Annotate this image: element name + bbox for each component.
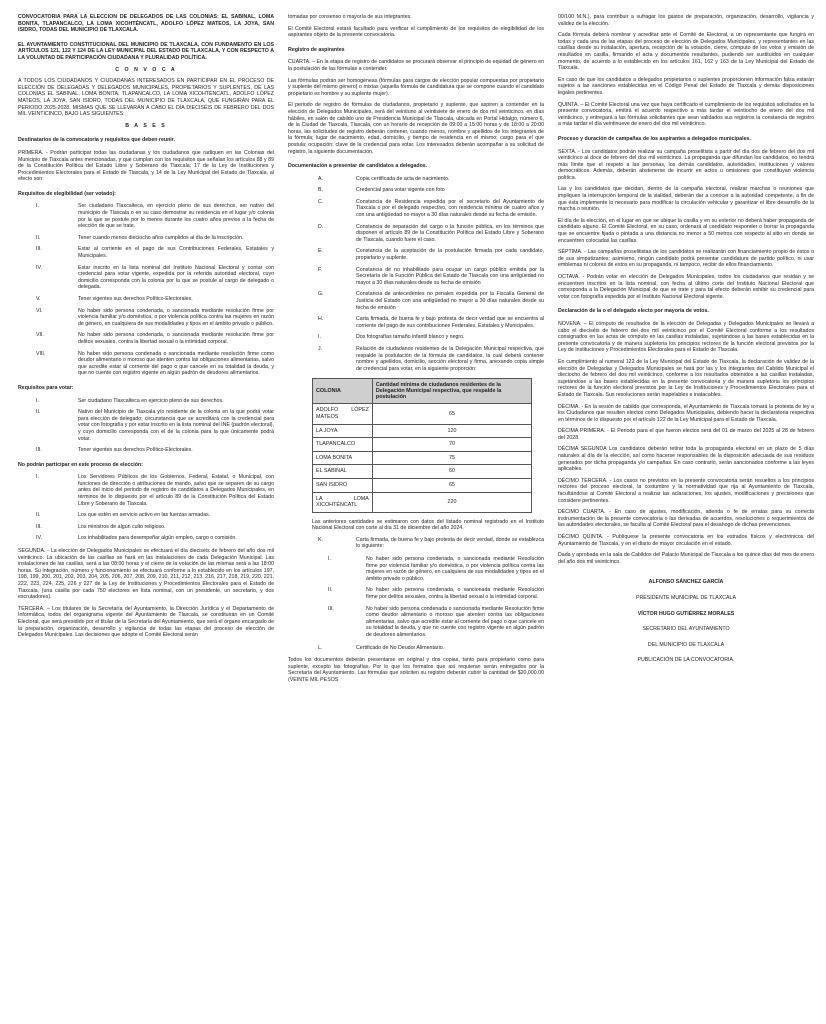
support-proportion-table: [312, 378, 532, 512]
campanas-heading: Proceso y duración de campañas de los aspirantes a delegados municipales.: [558, 135, 751, 142]
list-item: VII. No haber sido persona condenada, o sancionada mediante resolución firme por delitos sexuales, contra la libertad sexual o la intimidad corporal.: [36, 332, 274, 345]
ayuntamiento-intro: EL AYUNTAMIENTO CONSTITUCIONAL DEL MUNICIPIO DE TLAXCALA, CON FUNDAMENTO EN LOS ARTÍCULOS 121, 122 Y 124 DE LA LEY MUNICIPAL DEL ESTADO DE TLAXCALA, Y CON RESPECTO A LA VOLUNTAD DE PARTICIPACIÓN CIUDADANA Y PLURALIDAD POLÍTICA.: [18, 41, 274, 61]
vote-requirements-list: [18, 398, 274, 454]
decima-segunda-paragraph: DÉCIMA SEGUNDA Los candidatos deberán retirar toda la propaganda electoral en un plazo de 5 días naturales al día de la elección, así como hacerse responsables de la disposición adecuada de sus residuos generados por dicha propaganda y/o campañas. En caso contrario, serán sancionados conforme a las leyes aplicables.: [558, 446, 814, 473]
list-item: III. Estar al corriente en el pago de sus Contribuciones Federales, Estatales y Municipales.: [36, 246, 274, 260]
call-paragraph: A TODOS LOS CIUDADANOS Y CIUDADANAS INTERESADOS EN PARTICIPAR EN EL PROCESO DE ELECCIÓN DE DELEGADAS Y DELEGADOS MUNICIPALES, PROPIETARIOS Y SUPLENTES, DE LAS COLONIAS EL SABINAL, LOMA BONITA, TLAPANCALCO, LA LOMA XICOHTÉNCATL, ADOLFO LÓPEZ MATEOS, LA JOYA, SAN ISIDRO, TODAS DEL MUNICIPIO DE TLAXCALA, QUE FUNGIRÁN PARA EL PERIODO 2025-2028, MISMAS QUE SE LLEVARÁN A CABO EL DÍA DIECISÉIS DE FEBRERO DEL DOS MIL VEINTICINCO, BAJO LAS SIGUIENTES:: [18, 78, 274, 118]
column-2: [288, 14, 544, 1018]
declaracion-heading: Declaración de la o el delegado electo por mayoría de votos.: [558, 308, 709, 315]
vote-requirements-heading: Requisitos para votar:: [18, 384, 74, 391]
document-k-sublist: [288, 556, 544, 639]
list-item: V. Tener vigentes sus derechos Político-Electorales.: [36, 296, 193, 302]
signer-name-1: ALFONSO SÁNCHEZ GARCÍA: [648, 579, 724, 586]
documents-final-paragraph: Todos los documentos deberán presentarse en original y dos copias, tanto para propietario como para suplente, excepto las fotografías. Por lo que los formatos que así requieran serán entregados por la Secretaría del Ayuntamiento. Las fórmulas que soliciten su registro deberán cubrir la cantidad de $20,000.00 (VEINTE MIL PESOS: [288, 657, 544, 683]
table-row: LOMA BONITA 75: [313, 451, 532, 465]
signer-title-2a: SECRETARIO DEL AYUNTAMIENTO: [642, 626, 730, 633]
list-item: III. Tener vigentes sus derechos Político-Electorales.: [36, 447, 193, 454]
primera-paragraph: PRIMERA. - Podrán participar todas las ciudadanas y los ciudadanos que radiquen en las Colonias del Municipio de Tlaxcala antes mencionadas, y que cumplan con los requisitos que señalan los artículos 88 y 89 de la Constitución Política del Estado Libre y Soberano de Tlaxcala; 17 de la Ley de Instituciones y Procedimientos Electorales para el Estado de Tlaxcala, y 14 de la Ley Municipal del Estado de Tlaxcala, al efecto son:: [18, 149, 274, 183]
list-item: I. Los Servidores Públicos de los Gobiernos, Federal, Estatal, o Municipal, con funciones de dirección o atribuciones de mando, salvo que se separen de su cargo antes del inicio del periodo de registro de candidatos a Delegados Municipales, en términos de lo dispuesto por el artículo 89 de la Constitución Política del Estado Libre y Soberano de Tlaxcala.: [36, 474, 274, 507]
list-item: A. Copia certificada de acta de nacimiento.: [318, 175, 450, 182]
list-item: D. Constancia de separación del cargo o la función pública, en los términos que disponen el artículo 89 de la Constitución Política del Estado Libre y Soberano de Tlaxcala, cuando fuere el caso.: [318, 223, 544, 243]
list-item: IV. Estar inscrito en la lista nominal del Instituto Nacional Electoral y contar con credencial para votar vigente, expedida por la referida autoridad electoral, cuyo domicilio corresponda con la colonia por la que se postule al cargo de delegado o delegada.: [36, 264, 274, 291]
sexta-paragraph: SEXTA. - Los candidatos podrán realizar su campaña proselitista a partir del día dos de febrero del dos mil veinticinco al doce de febrero del dos mil veinticinco. La propaganda que difundan los candidatos, no tendrá más límite que el respeto a las personas, los demás candidatos, autoridades, instituciones y valores democráticos. Además, deberán abstenerse de incurrir en actos u omisiones que constituyan violencia política.: [558, 148, 814, 181]
list-item: III. No haber sido persona condenada o sancionada mediante Resolución firme como deudor alimentario o moroso que atenten contra las obligaciones alimentarias, salvo que acredite estar al corriente del pago o que cancele en su totalidad la deuda, y que no cuente con registro vigente en algún padrón de deudores alimentarios.: [328, 605, 544, 638]
list-item: VIII. No haber sido persona condenada o sancionada mediante resolución firme como deudor alimentario o moroso que atenten contra las obligaciones alimentarias, salvo que acredite estar al corriente del pago o que cancele en su totalidad la deuda, y que no cuente con registro vigente en algún padrón de deudores alimentarios.: [36, 350, 274, 377]
table-row: ADOLFO LÓPEZ MATEOS 65: [313, 404, 532, 424]
table-header-row: [313, 379, 532, 404]
table-row: LA JOYA 120: [313, 424, 532, 438]
representante-paragraph: Cada fórmula deberá nombrar y acreditar ante el Comité de Electoral, a un representante que fungirá en todas y cada una de las etapas del proceso de elección de Delegados Municipales, y representantes en las casillas desde su instalación, apertura, recepción de la votación, cierre, cómputo de los votos y emisión de resultados en casilla, firmando el acta y documentos resultantes, pudiendo ser sustituidos en cualquier momento, de acuerdo a lo establecido en los artículos 161, 162 y 163 de la Ley Municipal del Estado de Tlaxcala.: [558, 32, 814, 72]
list-item: I. Ser ciudadano Tlaxcalteca, en ejercicio pleno de sus derechos, ser nativo del municipio de Tlaxcala o en su caso demostrar su residencia en el lugar y/o colonia por la que se postule por lo menos durante los cuatro años previos a la fecha de elección de que se trate.: [36, 203, 274, 230]
convoca-heading: C O N V O C A: [115, 66, 177, 73]
column-1: [18, 14, 274, 1018]
list-item: E. Constancia de la aceptación de la postulación firmada por cada candidato, propietario y suplente.: [318, 248, 544, 262]
ineligible-list: [18, 474, 274, 542]
list-item: L. Certificado de No Deudor Alimentario.: [318, 644, 445, 651]
tercera-paragraph: TERCERA. – Los titulares de la Secretaría del Ayuntamiento, la Dirección Jurídica y el Departamento de Informática, todos del organigrama vigente del Ayuntamiento de Tlaxcala, se constituirán en un Comité Electoral, que será presidido por el titular de la Secretaría del Ayuntamiento, que será el órgano encargado de la preparación, organización, desarrollo y vigilancia de todas las etapas del proceso de elección de Delegados Municipales. Las decisiones que adopte el Comité Electoral serán: [18, 605, 274, 639]
table-row: LA LOMA XICOHTÉNCATL 220: [313, 492, 532, 512]
decima-paragraph: DÉCIMA. - En la sesión de cabildo que corresponda, el Ayuntamiento de Tlaxcala tomará la protesta de ley a los Ciudadanos que resulten electos como Delegados Municipales, debiendo hacer la declaratoria respectiva en términos de lo dispuesto por el artículo 122 de la Ley Municipal para el Estado de Tlaxcala.: [558, 403, 814, 423]
list-item: I. Ser ciudadano Tlaxcalteca en ejercicio pleno de sus derechos.: [36, 397, 224, 404]
marchas-paragraph: Las y los candidatos que decidan, dentro de la campaña electoral, realizar marchas o reuniones que impliquen la interrupción temporal de la vialidad, deberán dar a conocer a la autoridad competente, a fin de que ésta implemente lo necesario para modificar la circulación vehicular y garantizar el libre desarrollo de la marcha o reunión.: [558, 186, 814, 213]
octava-paragraph: OCTAVA. - Podrán votar en elección de Delegados Municipales, todos los ciudadanos que residan y se encuentren inscritos en la lista nominal, con fecha al último corte del Instituto Nacional Electoral que corresponda a la Delegación Municipal de que se trate y para tal efecto deberán exhibir su credencial para votar con fotografía expedida por el Instituto Nacional Electoral vigente.: [558, 274, 814, 300]
publication-note: PUBLICACIÓN DE LA CONVOCATORIA.: [637, 657, 735, 664]
registro-heading: Registro de aspirantes: [288, 46, 345, 53]
list-item: I. No haber sido persona condenada, o sancionada mediante Resolución firme por violencia familiar y/o doméstica, o por violencia política contra las mujeres en razón de género, en cualquiera de sus modalidades y tipos en el ámbito privado o público.: [328, 556, 544, 582]
novena-paragraph: NOVENA. – El cómputo de resultados de la elección de Delegadas y Delegados Municipales se llevará a cabo el dieciséis de febrero del dos mil veinticinco por el Comité Electoral conforme a los resultados consignados en las actas de cómputo en las casillas instaladas, sujetándose a las bases establecidas en la presente convocatoria y de manera supletoria los principios rectores de la función electoral previstos por la Ley de Instituciones y Procedimientos Electorales para el Estado de Tlaxcala.: [558, 320, 814, 354]
document-k: [288, 537, 544, 550]
list-item: I. Dos fotografías tamaño infantil blanco y negro.: [318, 334, 465, 341]
comite-facultad-paragraph: El Comité Electoral estará facultado para verificar el cumplimiento de los requisitos de elegibilidad de los aspirantes objeto de la presente convocatoria.: [288, 25, 544, 39]
quinta-paragraph: QUINTA. – El Comité Electoral una vez que haya certificado el cumplimiento de los requisitos solicitados en la presente convocatoria, emitirá el acuerdo respectivo a más tardar el veintiocho de enero del dos mil veinticinco, y entregará a las fórmulas solicitantes que sean validados sus registros la constancia de registro a más tardar el día veintinueve de enero del dos mil veinticinco.: [558, 101, 814, 128]
table-row: SAN ISIDRO 65: [313, 478, 532, 492]
signer-title-1: PRESIDENTE MUNICIPAL DE TLAXCALA: [636, 594, 736, 601]
list-item: G. Constancia de antecedentes no penales expedida por la Fiscalía General de Justicia del Estado con una antigüedad no mayor a 30 días naturales desde su fecha de emisión: [318, 291, 544, 311]
list-item: J. Relación de ciudadanos residentes de la Delegación Municipal respectiva, que respalde la postulación de la fórmula de candidatos, la cual deberá contener nombre y apellidos, domicilio, sección electoral y firma, anexando copia simple de credencial para votar, en la siguiente proporción:: [318, 345, 544, 372]
columns: [18, 14, 814, 1018]
septima-paragraph: SÉPTIMA. - Las campañas proselitistas de los candidatos se realizarán con financiamiento propio de éstos o de sus simpatizantes; asimismo, ningún candidato podrá presentar candidatura de partido político, ni usar emblemas ni colores de estos en su propaganda, ni tampoco, recibir de ellos financiamiento.: [558, 249, 814, 269]
continuation-text: 00/100 M.N.), para contribuir a sufragar los gastos de preparación, organización, desarrollo, vigilancia y validez de la elección.: [558, 14, 814, 27]
signer-name-2: VÍCTOR HUGO GUTIÉRREZ MORALES: [637, 610, 735, 617]
list-item: II. Los que estén en servicio activo en las fuerzas armadas.: [36, 512, 211, 519]
eligibility-heading: Requisitos de elegibilidad (ser votado):: [18, 190, 117, 197]
column-header: COLONIA: [313, 379, 373, 404]
continuation-text: tomadas por consenso o mayoría de sus integrantes.: [288, 14, 412, 20]
list-item: H. Carta firmada, de buena fe y bajo protesta de decir verdad que se encuentra al corriente del pago de sus contribuciones Federales, Estatales y Municipales.: [318, 316, 544, 329]
documents-list: [288, 176, 544, 373]
list-item: K. Carta firmada, de buena fe y bajo protesta de decir verdad, donde se establezca lo siguiente:: [318, 536, 544, 550]
table-row: TLAPANCALCO 70: [313, 438, 532, 452]
decimo-cuarta-paragraph: DÉCIMO CUARTA. - En caso de ajustes, modificación, adenda o fe de erratas para su correcta instrumentación de la presente convocatoria o las derivadas de acuerdos, resoluciones o requerimientos de las autoridades electorales, se faculta al Comité Electoral para el desahogo de dichas prevenciones.: [558, 509, 814, 529]
list-item: F. Constancia de no inhabilitado para ocupar un cargo público emitida por la Secretaría de la Función Pública del Estado de Tlaxcala con una antigüedad no mayor a 30 días naturales desde su fecha de emisión: [318, 266, 544, 286]
list-item: VI. No haber sido persona condenada, o sancionada mediante resolución firme por violencia familiar y/o doméstica, o por violencia política contra las mujeres en razón de género, en cualquiera de sus modalidades y tipos en el ámbito privado o público.: [36, 307, 274, 327]
convocatoria-title: CONVOCATORIA PARA LA ELECCIÓN DE DELEGADOS DE LAS COLONIAS: EL SABINAL, LOMA BONITA, TLAPANCALCO, LA LOMA XICOHTÉNCATL, ADOLFO LÓPEZ MATEOS, LA JOYA, SAN ISIDRO, TODAS DEL MUNICIPIO DE TLAXCALA.: [18, 14, 274, 34]
ineligible-heading: No podrán participar en este proceso de elección:: [18, 461, 143, 468]
documentacion-heading: Documentación a presentar de candidatos a delegados.: [288, 163, 428, 170]
dada-paragraph: Dada y aprobada en la sala de Cabildos del Palacio Municipal de Tlaxcala a los quince días del mes de enero del año dos mil veinticinco.: [558, 552, 814, 565]
segunda-paragraph: SEGUNDA. - La elección de Delegados Municipales se efectuará el día dieciséis de febrero del año dos mil veinticinco. La ubicación de las casillas se hará en las instalaciones de cada Delegación Municipal. Las instalaciones de las casillas, será a las 08:00 horas y el cierre de la votación de las mismas será a las 18:00 horas. Su integración, número y funcionamiento se efectuará conforme a lo establecido en los artículos 197, 198, 199, 200, 201, 202, 203, 204, 205, 206, 207, 208, 209, 210, 211, 212, 213, 216, 217, 218, 219, 220, 221, 222, 223, 224, 225, 226 y 227 de la Ley de Instituciones y Procedimientos Electorales para el Estado de Tlaxcala, (una casilla por cada 750 electores en lista nominal, con un presidente, un secretario, y dos escrutadores).: [18, 548, 274, 601]
formulas-paragraph: Las fórmulas podrán ser homogéneas (fórmulas para cargos de elección popular compuestas por propietario y suplente del mismo género) o mixtas (aquella fórmula de candidatura que se compone cuando el candidato propietario es hombre y su suplente mujer).: [288, 77, 544, 97]
column-header: Cantidad mínima de ciudadanos residentes de la Delegación Municipal respectiva, que respalde la postulación: [372, 379, 531, 404]
document-l: [288, 645, 544, 652]
eligibility-list: [18, 203, 274, 376]
list-item: II. Tener cuando menos dieciocho años cumplidos al día de la inscripción.: [36, 234, 244, 241]
cuarta-paragraph: CUARTA. – En la etapa de registro de candidatos se procurará observar el principio de equidad de género en la postulación de las fórmulas a contender.: [288, 59, 544, 72]
list-item: II. No haber sido persona condenada, o sancionada mediante Resolución firme por delitos sexuales, contra la libertad sexual o la intimidad corporal.: [328, 587, 544, 601]
decima-primera-paragraph: DÉCIMA PRIMERA. - El Periodo para el que fueron electos será del 01 de marzo del 2025 al 28 de febrero del 2028.: [558, 428, 814, 441]
table-row: EL SABINAL 60: [313, 465, 532, 479]
signer-title-2b: DEL MUNICIPIO DE TLAXCALA: [647, 641, 725, 648]
list-item: B. Credencial para votar vigente con foto: [318, 187, 445, 194]
column-3: [558, 14, 814, 1018]
list-item: C. Constancia de Residencia expedida por el secretario del Ayuntamiento de Tlaxcala o por el delegado respectivo, con residencia mínima de cuatro años y con una antigüedad no mayor a 30 días naturales desde su fecha de emisión.: [318, 198, 544, 219]
bases-heading: B A S E S: [125, 122, 167, 129]
list-item: III. Los ministros de algún culto religioso.: [36, 523, 166, 530]
table-note: Las anteriores cantidades se estimaron con datos del listado nominal registrado en el Instituto Nacional Electoral con corte al día 31 de diciembre del año 2024.: [312, 518, 544, 532]
informacion-falsa-paragraph: En caso de que los candidatos a delegados propietarios o suplentes proporcionen información falsa estarán sujetos a las sanciones establecidas en el Código Penal del Estado de Tlaxcala y demás disposiciones legales pertinentes.: [558, 76, 814, 96]
list-item: II. Nativo del Municipio de Tlaxcala y/o residente de la colonia en la que podrá votar para elección de delegado; circunstancia que se acreditará con la credencial para votar con fotografía y por estar inscrito en la lista nominal del INE (padrón electoral), y cuyo domicilio corresponda con el de la colonia para la que únicamente podrá votar.: [36, 409, 274, 442]
cumplimiento-paragraph: En cumplimiento al numeral 122 de la Ley Municipal del Estado de Tlaxcala, la declaración de validez de la elección de Delegadas y Delegados Municipales se hará por las y los integrantes del Cabildo Municipal el dieciocho de febrero del dos mil veinticinco, conforme a los resultados obtenidos a las casillas instaladas, sujetándose a las bases establecidas en la presente convocatoria y de manera supletoria los principios rectores de la función electoral previstos por la Ley de Instituciones y Procedimientos Electorales para el Estado de Tlaxcala. Sus resoluciones serán inapelables e inatacables.: [558, 358, 814, 398]
destinatarios-heading: Destinatarios de la convocatoria y requisitos que deben reunir.: [18, 137, 175, 144]
dia-eleccion-paragraph: El día de la elección, en el lugar en que se ubique la casilla y en su exterior no deberá haber propaganda de candidato alguno. El Comité Electoral, en su caso, ordenará al candidato responder o borrar la propaganda que se encuentre fijada o pintada a una distancia no menor a 50 metros con respecto al sitio en donde se encuentren colocadas las casillas.: [558, 217, 814, 244]
signature-block: [558, 579, 814, 664]
decimo-quinta-paragraph: DÉCIMO QUINTA. - Publíquese la presente convocatoria en los estrados físicos y electrónicos del Ayuntamiento de Tlaxcala, y en el diario de mayor circulación en el estado.: [558, 534, 814, 547]
list-item: IV. Los inhabilitados para desempeñar algún empleo, cargo o comisión.: [36, 535, 237, 542]
periodo-registro-paragraph: El periodo de registro de fórmulas de ciudadanos, propietario y suplente, que aspiren a contender en la elección de Delegados Municipales, será del veintiuno al veintisiete de enero de dos mil veinticinco, en días hábiles, en salón de cabildo uno de Presidencia Municipal de Tlaxcala, ubicada en Portal Hidalgo, número 6, de la Ciudad de Tlaxcala, Tlaxcala, con un horario de recepción de 09:00 a 15:00 horas y de 18:00 a 20:00 horas, las solicitudes de registro deberán contener, cuando menos, nombre y apellidos de los integrantes de la fórmula; lugar de nacimiento, edad, domicilio, y tiempo de residencia en el mismo; cargo para el que postula; ocupación; clave de la credencial para votar. Los interesados deberán acompañar a su solicitud de registro, la siguiente documentación.: [288, 102, 544, 155]
decimo-tercera-paragraph: DÉCIMO TERCERA. - Los casos no previstos en la presente convocatoria serán resueltos a los principios rectores del proceso electoral, la costumbre y la normatividad que rija al Ayuntamiento de Tlaxcala, facultándose al Comité Electoral a realizar las aclaraciones, los ajustes, modificaciones y precisiones que considere pertinentes.: [558, 477, 814, 504]
